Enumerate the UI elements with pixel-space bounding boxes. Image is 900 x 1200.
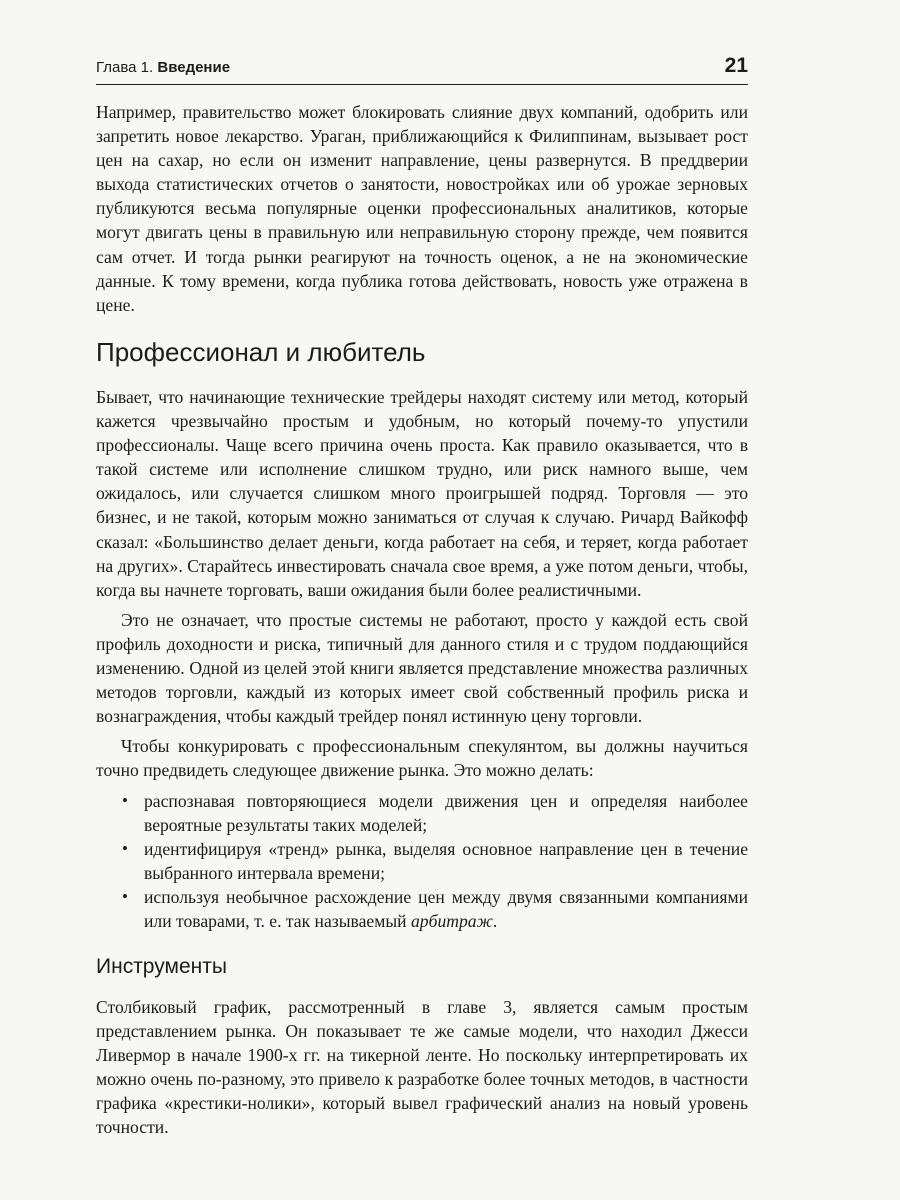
intro-paragraph: Например, правительство может блокировать слияние двух компаний, одобрить или запретить новое лекарство. Ураган, приближающийся к Филиппинам, вызывает рост цен на сахар, но если он изменит направление, цены развернутся. В преддверии выхода статистических отчетов о занятости, новостройках или об урожае зерновых публикуются весьма популярные оценки профессиональных аналитиков, которые могут двигать цены в правильную или неправильную сторону прежде, чем появится сам отчет. И тогда рынки реагируют на точность оценок, а не на экономические данные. К тому времени, когда публика готова действовать, новость уже отражена в цене. (96, 102, 748, 315)
section-professional-amateur (96, 385, 748, 933)
paragraph-bar-chart: Столбиковый график, рассмотренный в главе 3, является самым простым представлением рынка. Он показывает те же самые модели, что находил Джесси Ливермор в начале 1900-х гг. на тикерной ленте. Но поскольку интерпретировать их можно очень по-разному, это привело к разработке более точных методов, в частности графика «крестики-нолики», который вывел графический анализ на новый уровень точности. (96, 997, 748, 1138)
list-item-text: используя необычное расхождение цен между двумя связанными компаниями или товарами, т. е. так называемый (144, 886, 748, 931)
bullet-list (96, 789, 748, 934)
intro-text-block (96, 100, 748, 317)
list-item (96, 837, 748, 885)
paragraph-beginner-traders: Бывает, что начинающие технические трейдеры находят систему или метод, который кажется чрезвычайно простым и удобным, но который почему-то упустили профессионалы. Чаще всего причина очень проста. Как правило оказывается, что в такой системе или исполнение слишком трудно, или риск намного выше, чем ожидалось, или случается слишком много проигрышей подряд. Торговля — это бизнес, и не такой, которым можно заниматься от случая к случаю. Ричард Вайкофф сказал: «Большинство делает деньги, когда работает на себя, и теряет, когда работает на других». Старайтесь инвестировать сначала свое время, а уже потом деньги, чтобы, когда вы начнете торговать, ваши ожидания были более реалистичными. (96, 387, 748, 600)
emphasis-arbitrage: арбитраж (411, 910, 493, 931)
list-item (96, 885, 748, 933)
section-heading-professional-amateur: Профессионал и любитель (96, 337, 426, 367)
paragraph-simple-systems: Это не означает, что простые системы не работают, просто у каждой есть свой профиль доходности и риска, типичный для данного стиля и с трудом поддающийся изменению. Одной из целей этой книги является представление множества различных методов торговли, каждый из которых имеет свой собственный профиль риска и вознаграждения, чтобы каждый трейдер понял истинную цену торговли. (96, 609, 748, 727)
chapter-label: Глава 1. (96, 59, 154, 76)
list-item (96, 789, 748, 837)
bullet-marker: • (122, 838, 128, 858)
section-heading-tools: Инструменты (96, 955, 227, 978)
chapter-reference (96, 59, 230, 76)
list-item-end: . (492, 910, 498, 931)
bullet-marker: • (122, 886, 128, 906)
running-header (96, 54, 748, 85)
page-number: 21 (724, 54, 748, 77)
bullet-marker: • (122, 790, 128, 810)
section-tools (96, 995, 748, 1140)
chapter-title: Введение (157, 59, 231, 76)
paragraph-compete: Чтобы конкурировать с профессиональным спекулянтом, вы должны научиться точно предвидеть следующее движение рынка. Это можно делать: (96, 736, 748, 781)
list-item-text: распознавая повторяющиеся модели движения цен и определяя наиболее вероятные результаты таких моделей; (144, 790, 748, 835)
list-item-text: идентифицируя «тренд» рынка, выделяя основное направление цен в течение выбранного интервала времени; (144, 838, 748, 883)
